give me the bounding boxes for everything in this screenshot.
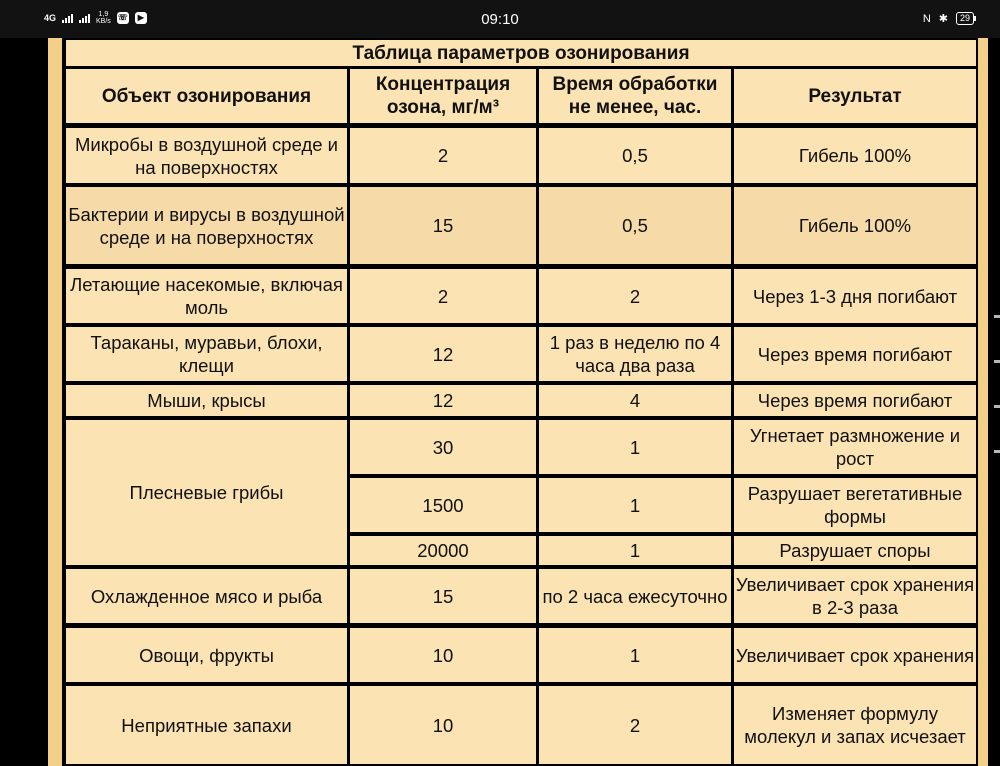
row-1-concentration: 2: [350, 128, 536, 183]
header-object: Объект озонирования: [66, 69, 347, 123]
bluetooth-icon: ✱: [938, 13, 948, 25]
row-2-concentration: 15: [350, 187, 536, 264]
status-bar: [0, 0, 1000, 38]
row-8-time: 1: [539, 536, 731, 565]
row-4-object: Тараканы, муравьи, блохи, клещи: [66, 327, 347, 381]
row-5-time: 4: [539, 385, 731, 416]
row-6-result: Угнетает размножение и рост: [734, 420, 976, 474]
row-4-result: Через время погибают: [734, 327, 976, 381]
row-2-result: Гибель 100%: [734, 187, 976, 264]
row-3-object: Летающие насекомые, включая моль: [66, 269, 347, 323]
row-1-result: Гибель 100%: [734, 128, 976, 183]
row-1-object: Микробы в воздушной среде и на поверхностях: [66, 128, 347, 183]
row-8-result: Разрушает споры: [734, 536, 976, 565]
status-right-icons: [923, 12, 974, 25]
row-3-result: Через 1-3 дня погибают: [734, 269, 976, 323]
row-6-object: Плесневые грибы: [66, 420, 347, 565]
row-11-result: Изменяет формулу молекул и запах исчезает: [734, 686, 976, 764]
row-10-concentration: 10: [350, 628, 536, 682]
row-11-concentration: 10: [350, 686, 536, 764]
viber-icon: ☏: [117, 13, 128, 22]
row-10-object: Овощи, фрукты: [66, 628, 347, 682]
row-11-object: Неприятные запахи: [66, 686, 347, 764]
row-8-concentration: 20000: [350, 536, 536, 565]
nfc-icon: N: [922, 12, 931, 25]
row-4-concentration: 12: [350, 327, 536, 381]
row-9-time: по 2 часа ежесуточно: [539, 569, 731, 623]
row-2-object: Бактерии и вирусы в воздушной среде и на поверхностях: [66, 187, 347, 264]
header-time: Время обработки не менее, час.: [539, 69, 731, 123]
row-9-object: Охлажденное мясо и рыба: [66, 569, 347, 623]
row-3-time: 2: [539, 269, 731, 323]
row-6-concentration: 30: [350, 420, 536, 474]
ozonation-table: [62, 38, 978, 766]
row-5-result: Через время погибают: [734, 385, 976, 416]
header-result: Результат: [734, 69, 976, 123]
clock: 09:10: [481, 11, 519, 28]
row-1-time: 0,5: [539, 128, 731, 183]
row-3-concentration: 2: [350, 269, 536, 323]
network-speed-unit: KB/s: [96, 18, 111, 25]
scroll-indicator[interactable]: [994, 300, 1000, 460]
network-type: 4G: [44, 13, 57, 23]
battery-icon: 29: [956, 12, 974, 25]
youtube-icon: ▶: [135, 12, 147, 24]
row-9-result: Увеличивает срок хранения в 2-3 раза: [734, 569, 976, 623]
network-speed-value: 1,9: [98, 11, 109, 18]
row-2-time: 0,5: [539, 187, 731, 264]
row-7-result: Разрушает вегетативные формы: [734, 478, 976, 532]
row-11-time: 2: [539, 686, 731, 764]
row-6-time: 1: [539, 420, 731, 474]
row-5-concentration: 12: [350, 385, 536, 416]
header-concentration: Концентрация озона, мг/м³: [350, 69, 536, 123]
row-4-time: 1 раз в неделю по 4 часа два раза: [539, 327, 731, 381]
row-10-time: 1: [539, 628, 731, 682]
row-5-object: Мыши, крысы: [66, 385, 347, 416]
row-10-result: Увеличивает срок хранения: [734, 628, 976, 682]
row-7-concentration: 1500: [350, 478, 536, 532]
row-9-concentration: 15: [350, 569, 536, 623]
table-caption: Таблица параметров озонирования: [66, 40, 976, 66]
row-7-time: 1: [539, 478, 731, 532]
